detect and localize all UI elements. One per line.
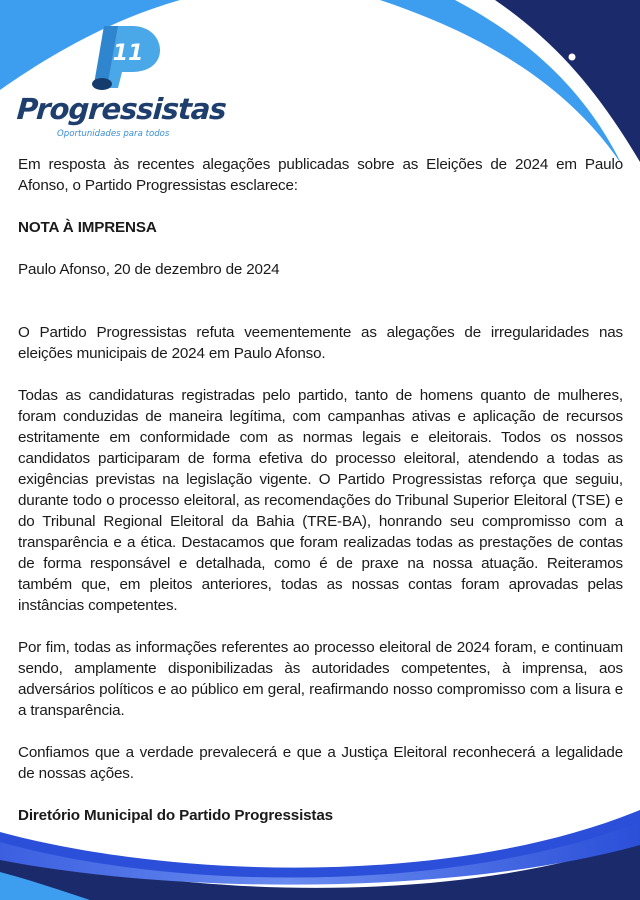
intro-paragraph: Em resposta às recentes alegações publicadas sobre as Eleições de 2024 em Paulo Afonso, o Partido Progressistas esclarece:	[18, 156, 623, 194]
signature: Diretório Municipal do Partido Progressistas	[18, 807, 333, 824]
party-p-emblem-icon	[14, 22, 214, 94]
logo-wordmark: Progressistas	[15, 92, 227, 126]
document-heading: NOTA À IMPRENSA	[18, 219, 157, 236]
decorative-dot	[569, 54, 576, 61]
body-paragraph: O Partido Progressistas refuta veementemente as alegações de irregularidades nas eleições municipais de 2024 em Paulo Afonso.	[18, 324, 623, 362]
party-logo	[14, 22, 227, 142]
top-right-navy-corner	[495, 0, 640, 162]
body-paragraph: Todas as candidaturas registradas pelo partido, tanto de homens quanto de mulheres, foram conduzidas de maneira legítima, com campanhas ativas e aplicação de recursos estritamente em conformidade com as normas legais e eleitorais. Todos os nossos candidatos participaram de forma efetiva do processo eleitoral, atendendo a todas as exigências previstas na legislação vigente. O Partido Progressistas reforça que seguiu, durante todo o processo eleitoral, as recomendações do Tribunal Superior Eleitoral (TSE) e do Tribunal Regional Eleitoral da Bahia (TRE-BA), honrando seu compromisso com a transparência e a ética. Destacamos que foram realizadas todas as prestações de contas de forma responsável e detalhada, como é de praxe na nossa atuação. Reiteramos também que, em pleitos anteriores, todas as nossas contas foram aprovadas pelas instâncias competentes.	[18, 387, 623, 614]
place-date: Paulo Afonso, 20 de dezembro de 2024	[18, 261, 280, 278]
logo-tagline: Oportunidades para todos	[57, 129, 170, 139]
body-paragraph: Confiamos que a verdade prevalecerá e que a Justiça Eleitoral reconhecerá a legalidade de nossas ações.	[18, 744, 623, 782]
body-paragraph: Por fim, todas as informações referentes ao processo eleitoral de 2024 foram, e continuam sendo, amplamente disponibilizadas às autoridades competentes, à imprensa, aos adversários políticos e ao público em geral, reafirmando nosso compromisso com a lisura e a transparência.	[18, 639, 623, 719]
logo-number: 11	[112, 41, 144, 66]
press-release-body	[18, 154, 623, 826]
